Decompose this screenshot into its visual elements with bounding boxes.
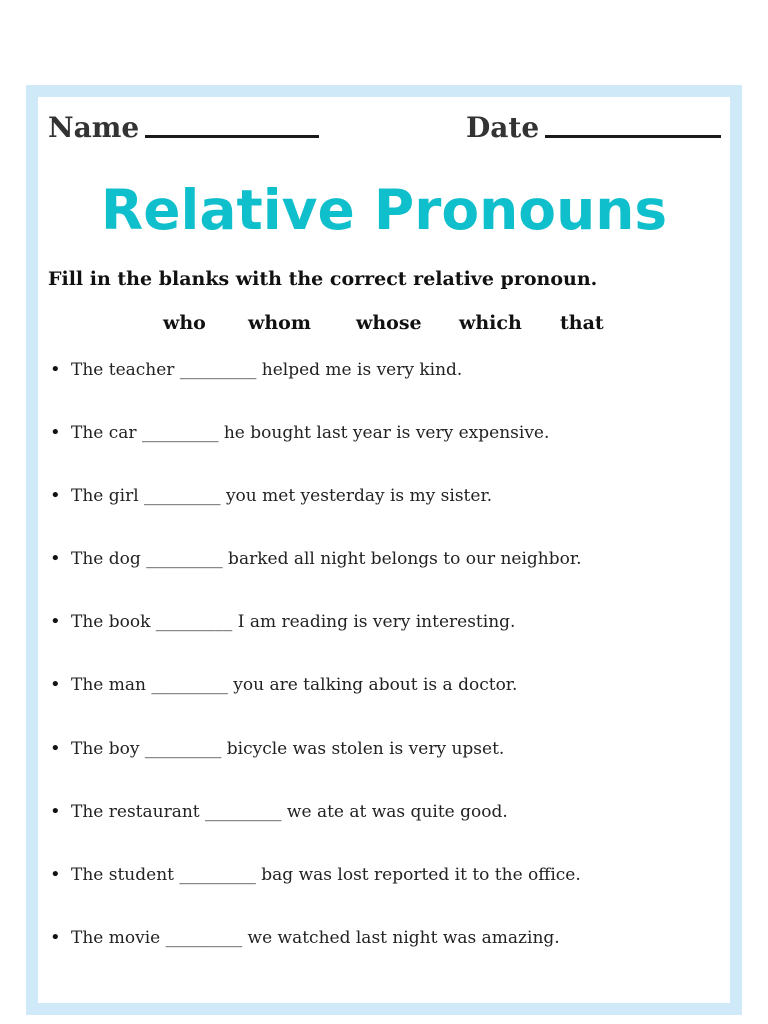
name-blank-line bbox=[145, 135, 319, 138]
question-text: The dog _________ barked all night belongs to our neighbor. bbox=[71, 549, 582, 570]
question-text: The girl _________ you met yesterday is my sister. bbox=[71, 486, 493, 507]
bullet-icon: • bbox=[50, 926, 61, 948]
page-title: Relative Pronouns bbox=[100, 178, 668, 242]
bullet-icon: • bbox=[50, 737, 61, 759]
bullet-icon: • bbox=[50, 674, 61, 696]
bullet-icon: • bbox=[50, 800, 61, 822]
date-field bbox=[466, 104, 721, 144]
question-text: The teacher _________ helped me is very kind. bbox=[71, 360, 463, 380]
question-list bbox=[50, 356, 710, 987]
date-blank-line bbox=[545, 135, 721, 138]
instruction-text: Fill in the blanks with the correct relative pronoun. bbox=[48, 268, 598, 290]
date-label: Date bbox=[466, 111, 540, 144]
question-text: The car _________ he bought last year is very expensive. bbox=[71, 423, 550, 444]
name-label: Name bbox=[48, 111, 140, 144]
list-item bbox=[50, 735, 710, 798]
bullet-icon: • bbox=[50, 422, 61, 444]
list-item bbox=[50, 608, 710, 671]
word-bank-item: whom bbox=[248, 312, 311, 334]
header-row bbox=[48, 104, 720, 144]
list-item bbox=[50, 356, 710, 419]
question-text: The student _________ bag was lost reported it to the office. bbox=[71, 864, 581, 885]
list-item bbox=[50, 924, 710, 987]
word-bank-item: which bbox=[459, 312, 522, 334]
question-text: The man _________ you are talking about is a doctor. bbox=[71, 675, 518, 696]
name-field bbox=[48, 104, 319, 144]
list-item bbox=[50, 482, 710, 545]
bullet-icon: • bbox=[50, 611, 61, 633]
question-text: The book _________ I am reading is very interesting. bbox=[71, 612, 516, 633]
question-text: The boy _________ bicycle was stolen is very upset. bbox=[71, 738, 505, 759]
list-item bbox=[50, 798, 710, 861]
question-text: The restaurant _________ we ate at was quite good. bbox=[71, 801, 508, 822]
bullet-icon: • bbox=[50, 485, 61, 507]
word-bank-item: that bbox=[560, 312, 604, 334]
question-text: The movie _________ we watched last night was amazing. bbox=[71, 927, 560, 948]
list-item bbox=[50, 861, 710, 924]
bullet-icon: • bbox=[50, 548, 61, 570]
list-item bbox=[50, 545, 710, 608]
list-item bbox=[50, 671, 710, 734]
bullet-icon: • bbox=[50, 359, 61, 380]
bullet-icon: • bbox=[50, 863, 61, 885]
word-bank-item: who bbox=[163, 312, 206, 334]
list-item bbox=[50, 419, 710, 482]
word-bank-item: whose bbox=[356, 312, 422, 334]
